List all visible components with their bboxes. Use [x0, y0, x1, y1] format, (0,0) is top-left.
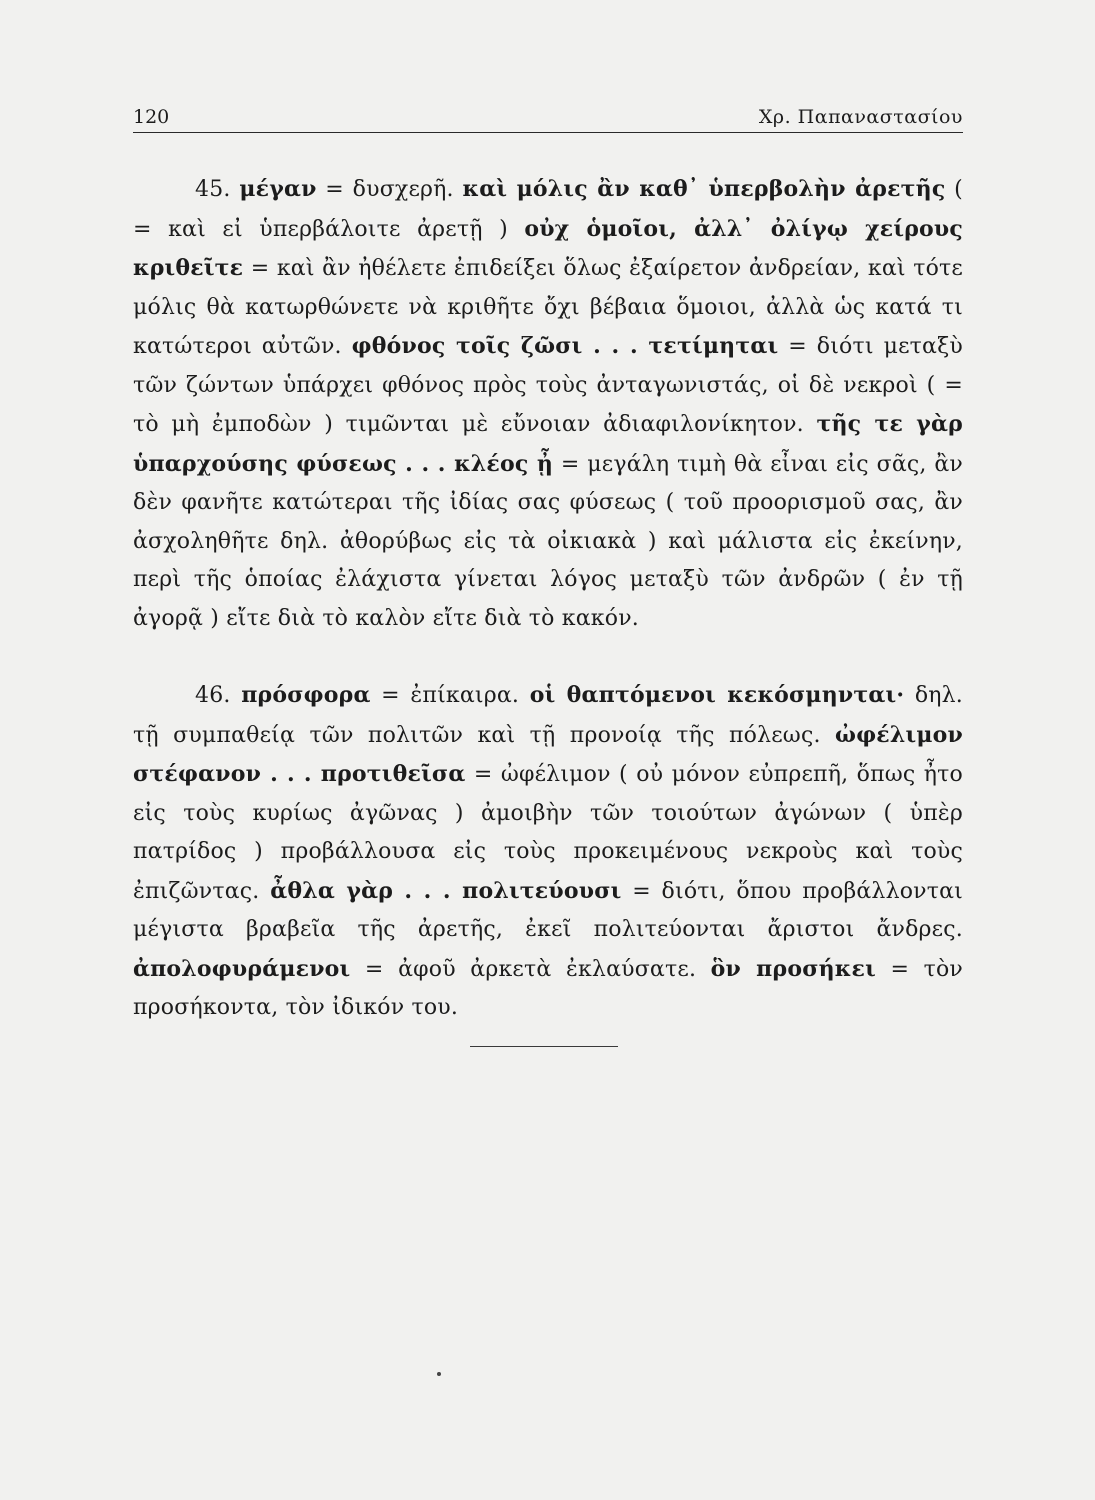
gloss: = διότι μεταξὺ τῶν ζώντων ὑπάρχει φθόνος πρὸς τοὺς ἀνταγωνιστάς, οἱ δὲ νεκροὶ ( = τὸ μὴ ἐμποδὼν ) τιμῶνται μὲ εὔνοιαν ἀδιαφιλονίκητον.: [133, 334, 964, 437]
lemma: τῆς τε γὰρ ὑπαρχούσης φύσεως . . . κλέος ᾖ: [133, 411, 963, 477]
paragraph-45-content: [133, 177, 963, 631]
running-title: Χρ. Παπαναστασίου: [758, 106, 963, 128]
paragraph-number: 46.: [195, 683, 231, 708]
page-number: 120: [133, 106, 170, 128]
paragraph-number: 45.: [195, 177, 231, 202]
lemma: ἆθλα γὰρ . . . πολιτεύουσι: [270, 877, 622, 904]
gloss: δηλ. τῇ συμπαθείᾳ τῶν πολιτῶν καὶ τῇ προνοίᾳ τῆς πόλεως.: [133, 683, 963, 748]
gloss: = καὶ ἂν ἠθέλετε ἐπιδείξει ὅλως ἐξαίρετον ἀνδρείαν, καὶ τότε μόλις θὰ κατωρθώνετε νὰ κριθῆτε ὄχι βέβαια ὅμοιοι, ἀλλὰ ὡς κατά τι κατώτεροι αὐτῶν.: [133, 256, 963, 359]
gloss: = διότι, ὅπου προβάλλονται μέγιστα βραβεῖα τῆς ἀρετῆς, ἐκεῖ πολιτεύονται ἄριστοι ἄνδρες.: [133, 878, 963, 942]
gloss: = ὠφέλιμον ( οὐ μόνον εὐπρεπῆ, ὅπως ἦτο εἰς τοὺς κυρίως ἀγῶνας ) ἀμοιβὴν τῶν τοιούτων ἀγώνων ( ὑπὲρ πατρίδος ) προβάλλουσα εἰς τοὺς προκειμένους νεκροὺς καὶ τοὺς ἐπιζῶντας.: [133, 762, 963, 904]
gloss: = ἀφοῦ ἀρκετὰ ἐκλαύσατε.: [350, 956, 711, 982]
lemma: ὠφέλιμον στέφανον . . . προτιθεῖσα: [133, 721, 963, 787]
paragraph-46: [133, 676, 963, 1028]
gloss: = δυσχερῆ.: [316, 177, 463, 202]
lemma: ἀπολοφυράμενοι: [133, 955, 351, 982]
paragraph-46-content: [133, 683, 963, 1020]
lemma: φθόνος τοῖς ζῶσι . . . τετίμηται: [351, 333, 779, 359]
section-divider: [470, 1046, 618, 1047]
lemma: καὶ μόλις ἂν καθ᾽ ὑπερβολὴν ἀρετῆς: [462, 176, 946, 202]
page-header: [133, 100, 963, 133]
lemma: πρόσφορα: [241, 682, 371, 708]
lemma: οὐχ ὁμοῖοι, ἀλλ᾽ ὀλίγῳ χείρους κριθεῖτε: [133, 215, 963, 281]
gloss: ( = καὶ εἰ ὑπερβάλοιτε ἀρετῇ ): [133, 177, 963, 242]
lemma: οἱ θαπτόμενοι κεκόσμηνται·: [529, 682, 905, 708]
paragraph-45: [133, 170, 963, 638]
commentary-text: [133, 170, 963, 1028]
gloss: = μεγάλη τιμὴ θὰ εἶναι εἰς σᾶς, ἂν δὲν φανῆτε κατώτεραι τῆς ἰδίας σας φύσεως ( τοῦ προορισμοῦ σας, ἂν ἀσχοληθῆτε δηλ. ἀθορύβως εἰς τὰ οἰκιακὰ ) καὶ μάλιστα εἰς ἐκείνην, περὶ τῆς ὁποίας ἐλάχιστα γίνεται λόγος μεταξὺ τῶν ἀνδρῶν ( ἐν τῇ ἀγορᾷ ) εἴτε διὰ τὸ καλὸν εἴτε διὰ τὸ κακόν.: [133, 451, 963, 631]
gloss: = ἐπίκαιρα.: [370, 683, 530, 708]
lemma: μέγαν: [239, 176, 317, 202]
lemma: ὃν προσήκει: [710, 955, 876, 982]
print-speck: [437, 1372, 441, 1376]
gloss: = τὸν προσήκοντα, τὸν ἰδικόν του.: [133, 956, 963, 1020]
